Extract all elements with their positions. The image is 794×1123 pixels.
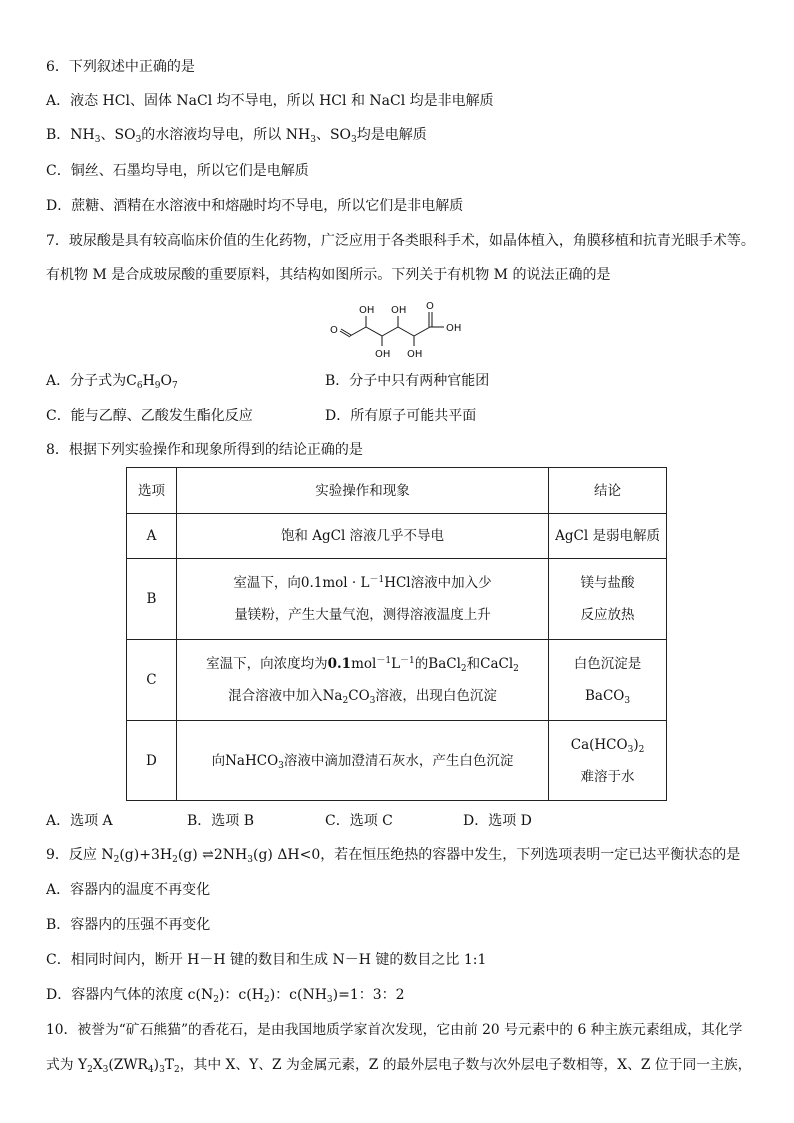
q8-option-b: B．选项 B xyxy=(187,813,255,829)
q10-line2: 式为 $Y_2X_3(ZWR_4)_3T_2$，其中 X、Y、Z 为金属元素，Z 的最外层电子数与次外层电子数相等，X、Z 位于同一主族， xyxy=(46,1057,752,1075)
q9-option-b: B．容器内的压强不再变化 xyxy=(46,917,211,933)
row-c-option: C xyxy=(127,640,177,721)
struct-label-oh-4: OH xyxy=(375,349,391,360)
row-d-operation: 向NaHCO$_3$溶液中滴加澄清石灰水，产生白色沉淀 xyxy=(176,721,548,801)
table-header-row xyxy=(127,468,667,514)
q7-option-a: A．分子式为$C_6H_9O_7$ xyxy=(46,373,178,391)
struct-label-o-left: O xyxy=(330,325,338,336)
q6-option-c: C．铜丝、石墨均导电，所以它们是电解质 xyxy=(46,163,309,179)
row-c-conclusion: 白色沉淀是 BaCO$_3$ xyxy=(549,640,667,721)
q8-option-d: D．选项 D xyxy=(463,813,532,829)
struct-label-oh-1: OH xyxy=(359,305,375,316)
q9-stem: 9．反应 $N_2(g)+3H_2(g)$ $\rightleftharpoons 2NH_3(g)$ ΔH<0，若在恒压绝热的容器中发生，下列选项表明一定已达平衡状态的是 xyxy=(46,847,741,865)
q8-option-a: A．选项 A xyxy=(46,813,113,829)
header-conclusion: 结论 xyxy=(549,468,667,514)
q6-stem: 6．下列叙述中正确的是 xyxy=(46,59,195,75)
table-row-c xyxy=(127,640,667,721)
q6-option-d: D．蔗糖、酒精在水溶液中和熔融时均不导电，所以它们是非电解质 xyxy=(46,198,464,214)
q9-option-c: C．相同时间内，断开 H－H 键的数目和生成 N－H 键的数目之比 1:1 xyxy=(46,952,487,968)
row-b-conclusion: 镁与盐酸 反应放热 xyxy=(549,559,667,640)
q8-stem: 8．根据下列实验操作和现象所得到的结论正确的是 xyxy=(46,442,363,458)
row-a-conclusion: AgCl 是弱电解质 xyxy=(549,514,667,559)
struct-label-o-top: O xyxy=(426,301,434,312)
struct-label-oh-5: OH xyxy=(407,349,423,360)
q6-option-b: B．$NH_3$、$SO_3$的水溶液均导电，所以 $NH_3$、$SO_3$均是电解质 xyxy=(46,127,427,145)
row-b-option: B xyxy=(127,559,177,640)
table-row-d xyxy=(127,721,667,801)
struct-label-oh-3: OH xyxy=(446,323,462,334)
q9-option-a: A．容器内的温度不再变化 xyxy=(46,882,211,898)
header-operation: 实验操作和现象 xyxy=(176,468,548,514)
table-row-a xyxy=(127,514,667,559)
q7-option-b: B．分子中只有两种官能团 xyxy=(325,373,490,389)
header-option: 选项 xyxy=(127,468,177,514)
q7-stem-line2: 有机物 M 是合成玻尿酸的重要原料，其结构如图所示。下列关于有机物 M 的说法正确的是 xyxy=(46,267,611,283)
q10-line1: 10．被誉为“矿石熊猫”的香花石，是由我国地质学家首次发现，它由前 20 号元素中的 6 种主族元素组成，其化学 xyxy=(46,1022,743,1038)
q6-option-a: A．液态 HCl、固体 NaCl 均不导电，所以 HCl 和 NaCl 均是非电解质 xyxy=(46,93,494,109)
row-a-operation: 饱和 AgCl 溶液几乎不导电 xyxy=(176,514,548,559)
q9-option-d: D．容器内气体的浓度 $c(N_2)$：$c(H_2)$：$c(NH_3)=1$：3：2 xyxy=(46,987,405,1005)
row-d-option: D xyxy=(127,721,177,801)
q7-option-d: D．所有原子可能共平面 xyxy=(325,408,477,424)
q7-option-c: C．能与乙醇、乙酸发生酯化反应 xyxy=(46,408,253,424)
structure-formula xyxy=(328,298,468,360)
row-c-operation: 室温下，向浓度均为$0.1mol^{-1}L^{-1}$的BaCl$_2$和CaCl$_2$ 混合溶液中加入$Na_2CO_3$溶液，出现白色沉淀 xyxy=(176,640,548,721)
row-b-operation: 室温下，向$0.1mol \cdot L^{-1}HCl$溶液中加入少 量镁粉，产生大量气泡，测得溶液温度上升 xyxy=(176,559,548,640)
experiment-table xyxy=(126,467,667,801)
row-a-option: A xyxy=(127,514,177,559)
q7-stem-line1: 7．玻尿酸是具有较高临床价值的生化药物，广泛应用于各类眼科手术，如晶体植入，角膜移植和抗青光眼手术等。 xyxy=(46,233,755,249)
struct-label-oh-2: OH xyxy=(391,305,407,316)
table-row-b xyxy=(127,559,667,640)
row-d-conclusion: $Ca(HCO_3)_2$ 难溶于水 xyxy=(549,721,667,801)
q8-option-c: C．选项 C xyxy=(325,813,393,829)
